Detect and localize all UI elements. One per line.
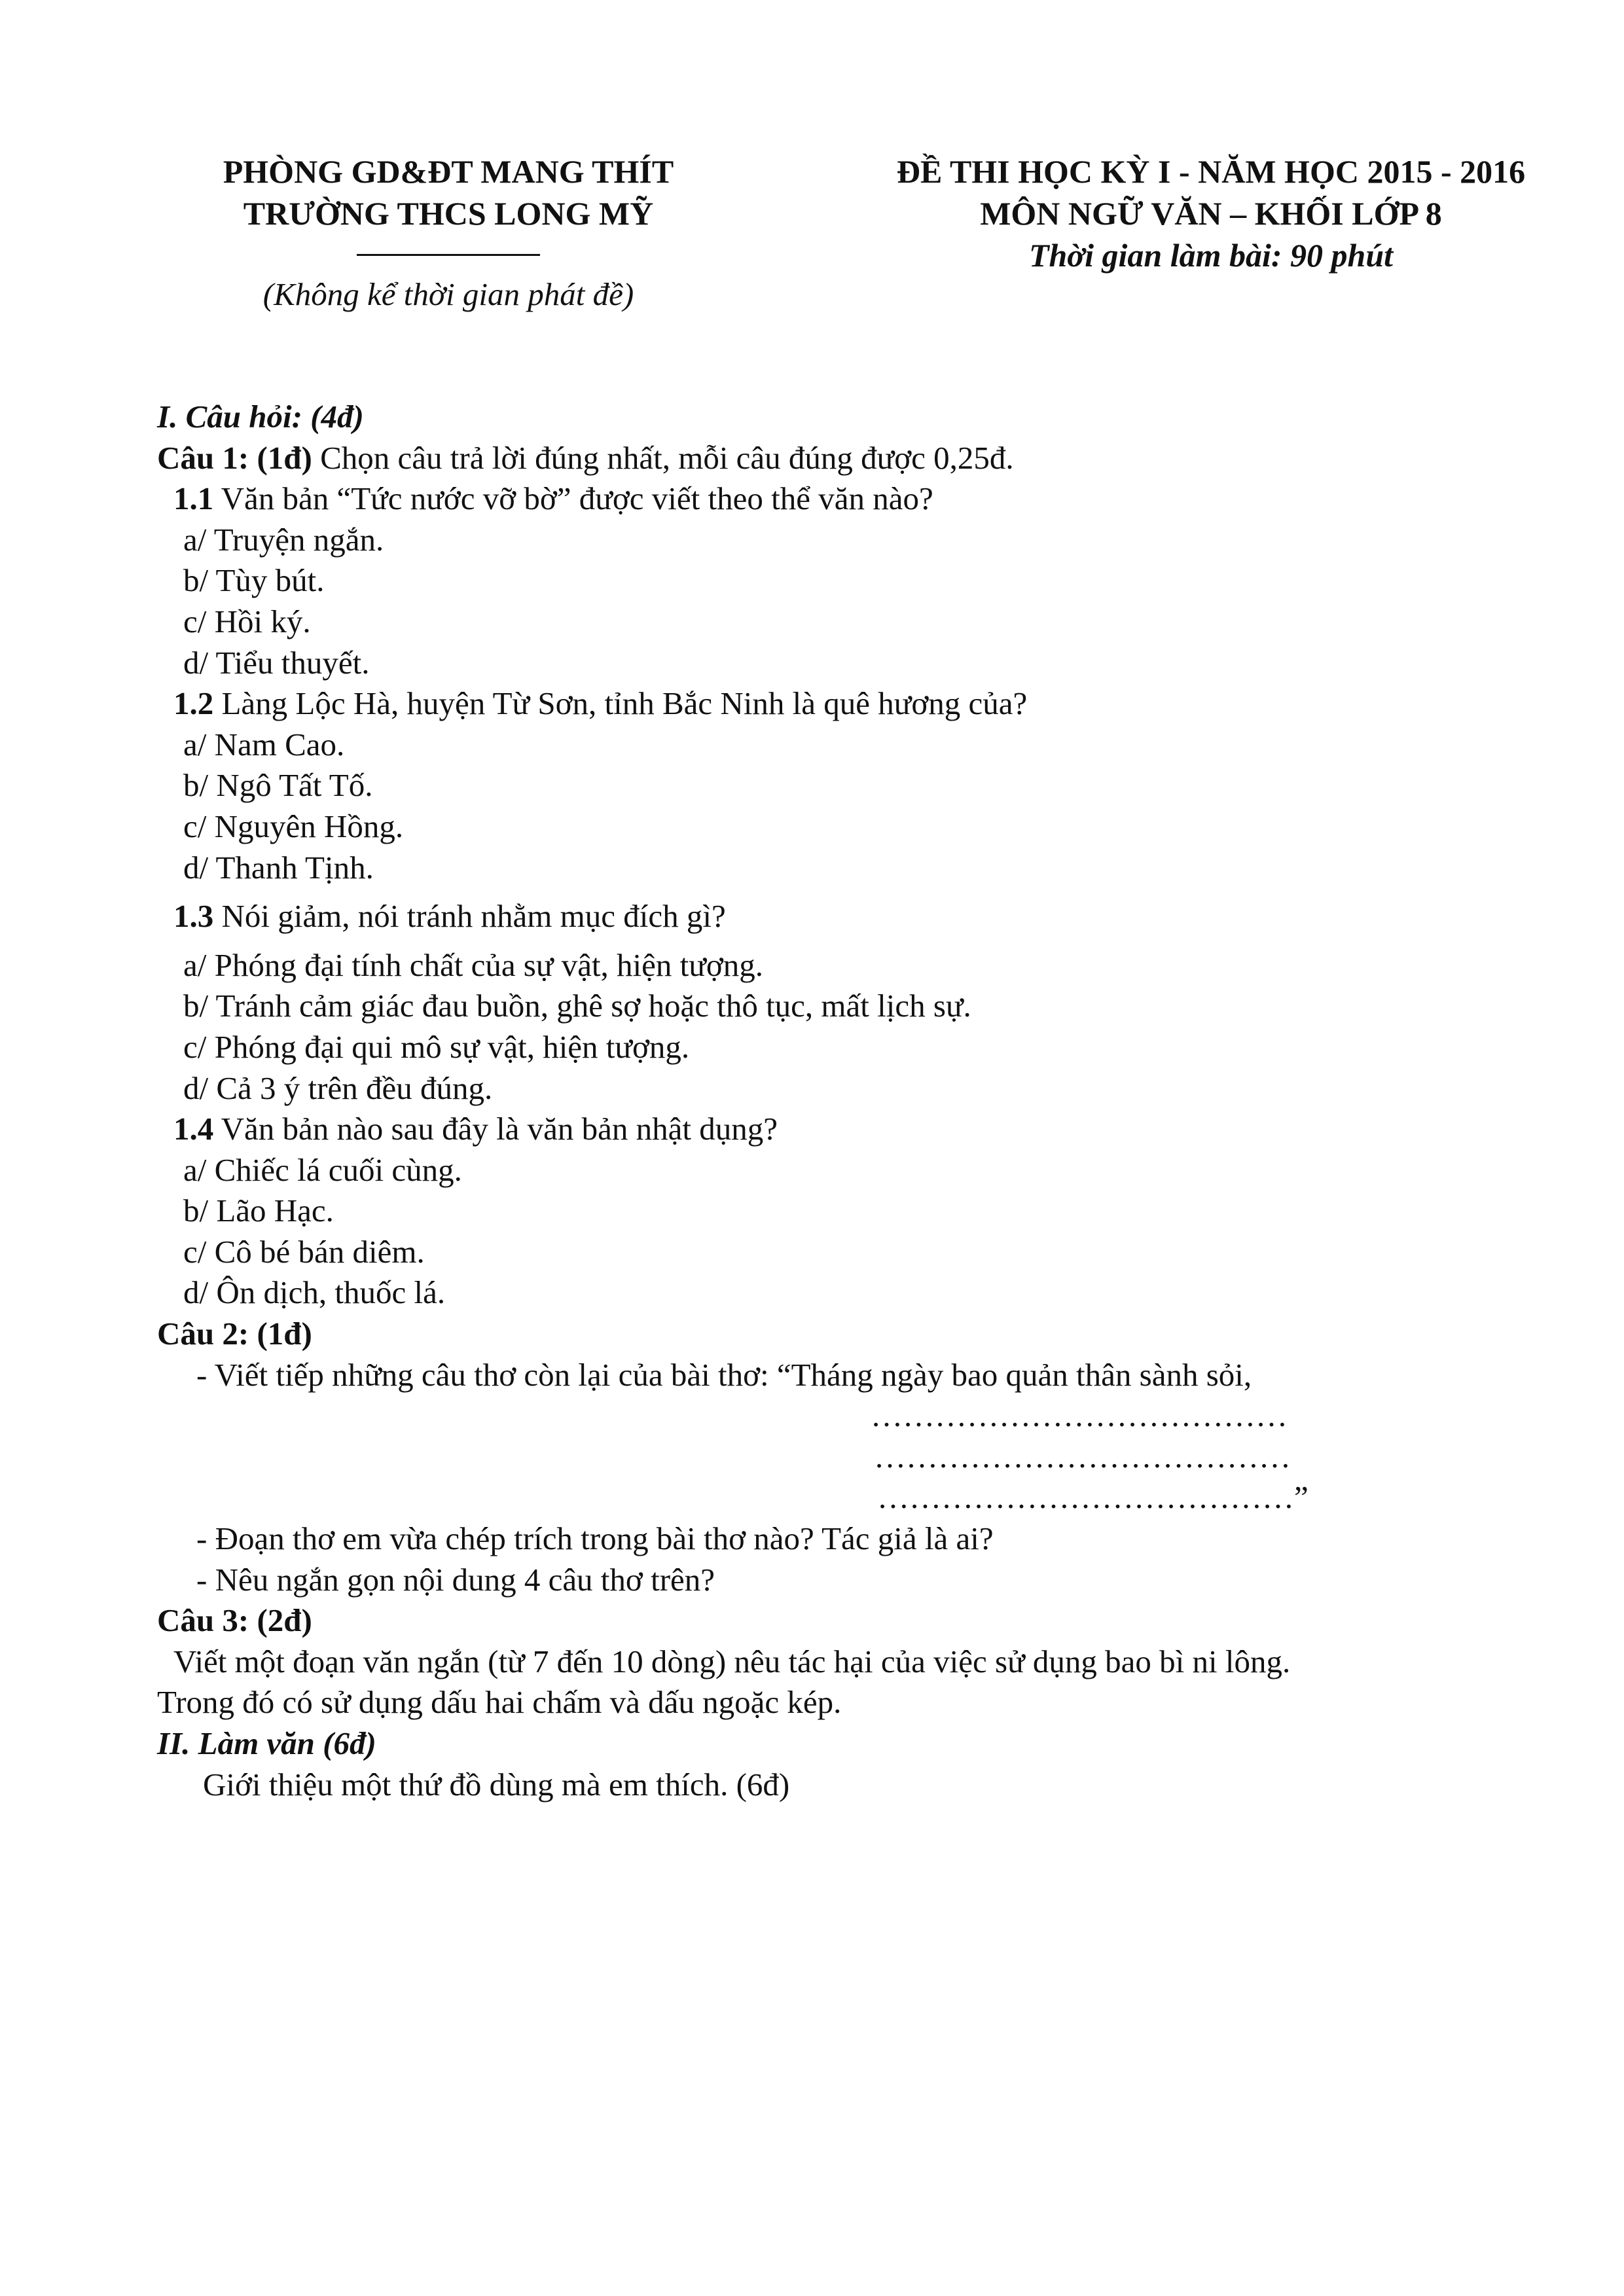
option: a/ Phóng đại tính chất của sự vật, hiện tượng.	[183, 946, 763, 983]
question-1-label: Câu 1: (1đ)	[157, 439, 312, 476]
question-2-line: - Nêu ngắn gọn nội dung 4 câu thơ trên?	[196, 1561, 715, 1598]
question-1	[157, 438, 1466, 479]
item-1-3	[157, 896, 1466, 937]
item-number: 1.4	[173, 1111, 214, 1147]
question-2-line: - Viết tiếp những câu thơ còn lại của bài thơ: “Tháng ngày bao quản thân sành sỏi,	[196, 1356, 1252, 1393]
exam-body	[157, 397, 1466, 1805]
header-right	[851, 151, 1571, 276]
question-1-instruction: Chọn câu trả lời đúng nhất, mỗi câu đúng được 0,25đ.	[312, 439, 1014, 476]
part2-prompt: Giới thiệu một thứ đồ dùng mà em thích. (6đ)	[203, 1766, 790, 1803]
exam-title: ĐỀ THI HỌC KỲ I - NĂM HỌC 2015 - 2016	[896, 153, 1526, 190]
spacer	[157, 937, 1466, 945]
item-text: Nói giảm, nói tránh nhằm mục đích gì?	[213, 898, 726, 935]
item-1-2	[157, 683, 1466, 725]
option: c/ Hồi ký.	[183, 603, 311, 639]
option: d/ Tiểu thuyết.	[183, 644, 370, 681]
option: b/ Tránh cảm giác đau buồn, ghê sợ hoặc thô tục, mất lịch sự.	[183, 988, 971, 1024]
spacer	[157, 888, 1466, 896]
poem-blank-line: …………………………………”	[877, 1479, 1308, 1516]
question-3-label: Câu 3: (2đ)	[157, 1602, 312, 1639]
poem-blank-line: …………………………………	[874, 1438, 1291, 1475]
item-number: 1.1	[173, 480, 214, 517]
option: d/ Cả 3 ý trên đều đúng.	[183, 1069, 493, 1106]
option: a/ Nam Cao.	[183, 726, 345, 762]
question-3-line: Viết một đoạn văn ngắn (từ 7 đến 10 dòng) nêu tác hại của việc sử dụng bao bì ni lông.	[173, 1643, 1291, 1679]
item-text: Văn bản nào sau đây là văn bản nhật dụng?	[213, 1111, 778, 1147]
poem-blank-line: …………………………………	[871, 1397, 1288, 1434]
item-number: 1.3	[173, 898, 214, 935]
item-text: Làng Lộc Hà, huyện Từ Sơn, tỉnh Bắc Ninh là quê hương của?	[213, 685, 1028, 722]
exam-subject: MÔN NGỮ VĂN – KHỐI LỚP 8	[980, 195, 1442, 232]
item-1-4	[157, 1109, 1466, 1150]
school-name: TRƯỜNG THCS LONG MỸ	[243, 195, 654, 232]
item-1-1	[157, 478, 1466, 520]
option: a/ Chiếc lá cuối cùng.	[183, 1151, 462, 1188]
exam-time: Thời gian làm bài: 90 phút	[1028, 237, 1394, 274]
option: b/ Tùy bút.	[183, 562, 325, 599]
question-3-line: Trong đó có sử dụng dấu hai chấm và dấu ngoặc kép.	[157, 1684, 842, 1721]
option: b/ Ngô Tất Tố.	[183, 767, 373, 804]
option: a/ Truyện ngắn.	[183, 521, 384, 558]
part1-heading: I. Câu hỏi: (4đ)	[157, 399, 364, 435]
department-name: PHÒNG GD&ĐT MANG THÍT	[223, 153, 674, 190]
time-note: (Không kể thời gian phát đề)	[262, 276, 634, 312]
question-2-label: Câu 2: (1đ)	[157, 1316, 312, 1352]
option: d/ Ôn dịch, thuốc lá.	[183, 1274, 446, 1311]
option: c/ Phóng đại qui mô sự vật, hiện tượng.	[183, 1028, 690, 1065]
option: c/ Nguyên Hồng.	[183, 808, 404, 844]
option: c/ Cô bé bán diêm.	[183, 1233, 425, 1270]
question-2-line: - Đoạn thơ em vừa chép trích trong bài thơ nào? Tác giả là ai?	[196, 1520, 994, 1557]
option: d/ Thanh Tịnh.	[183, 849, 374, 886]
option: b/ Lão Hạc.	[183, 1193, 334, 1229]
item-number: 1.2	[173, 685, 214, 722]
header-left	[196, 151, 700, 234]
part2-heading: II. Làm văn (6đ)	[157, 1725, 376, 1761]
header-divider	[357, 254, 540, 256]
item-text: Văn bản “Tức nước vỡ bờ” được viết theo thể văn nào?	[213, 480, 933, 517]
